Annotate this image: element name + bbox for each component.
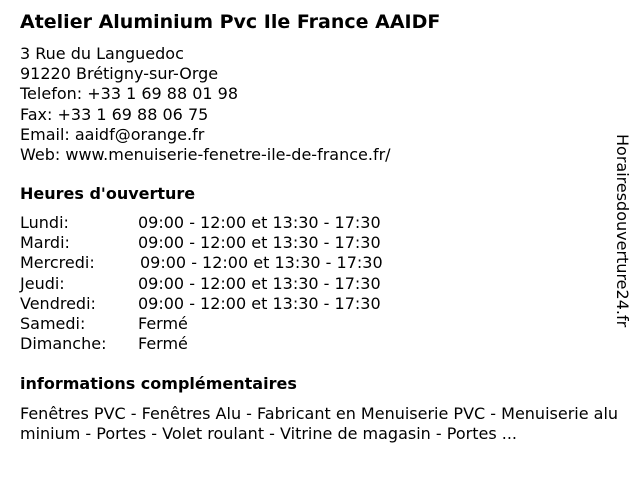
email-address: Email: aaidf@orange.fr xyxy=(20,124,205,144)
day-label: Mardi: xyxy=(20,233,70,253)
hours-row-dimanche xyxy=(20,334,383,354)
hours-row-mardi xyxy=(20,233,383,253)
day-hours: 09:00 - 12:00 et 13:30 - 17:30 xyxy=(140,253,383,273)
street-address: 3 Rue du Languedoc xyxy=(20,44,184,63)
day-hours: 09:00 - 12:00 et 13:30 - 17:30 xyxy=(138,293,381,313)
hours-row-lundi xyxy=(20,213,383,233)
info-heading: informations complémentaires xyxy=(20,374,297,393)
city-address: 91220 Brétigny-sur-Orge xyxy=(20,64,219,84)
info-text: Fenêtres PVC - Fenêtres Alu - Fabricant en Menuiserie PVC - Menuiserie aluminium - Portes - Volet roulant - Vitrine de magasin - Portes ... xyxy=(20,404,619,444)
hours-row-jeudi xyxy=(20,274,383,294)
business-name: Atelier Aluminium Pvc Ile France AAIDF xyxy=(20,11,441,33)
day-label: Vendredi: xyxy=(20,293,96,313)
contact-block xyxy=(20,44,391,165)
hours-row-vendredi xyxy=(20,294,383,314)
day-hours: Fermé xyxy=(138,314,188,334)
site-watermark: Horairesdouverture24.fr xyxy=(613,134,632,328)
phone-number: Telefon: +33 1 69 88 01 98 xyxy=(20,84,239,104)
day-label: Mercredi: xyxy=(20,253,95,273)
hours-row-mercredi xyxy=(20,253,383,273)
day-hours: 09:00 - 12:00 et 13:30 - 17:30 xyxy=(138,273,381,293)
day-label: Dimanche: xyxy=(20,334,107,354)
day-hours: Fermé xyxy=(138,334,188,354)
day-hours: 09:00 - 12:00 et 13:30 - 17:30 xyxy=(138,213,381,232)
website-url: Web: www.menuiserie-fenetre-ile-de-france.fr/ xyxy=(20,145,391,165)
hours-heading: Heures d'ouverture xyxy=(20,184,196,203)
day-label: Samedi: xyxy=(20,314,86,334)
day-label: Jeudi: xyxy=(20,273,65,293)
hours-row-samedi xyxy=(20,314,383,334)
day-label: Lundi: xyxy=(20,213,69,232)
day-hours: 09:00 - 12:00 et 13:30 - 17:30 xyxy=(138,233,381,253)
fax-number: Fax: +33 1 69 88 06 75 xyxy=(20,104,209,124)
hours-table xyxy=(20,213,383,354)
